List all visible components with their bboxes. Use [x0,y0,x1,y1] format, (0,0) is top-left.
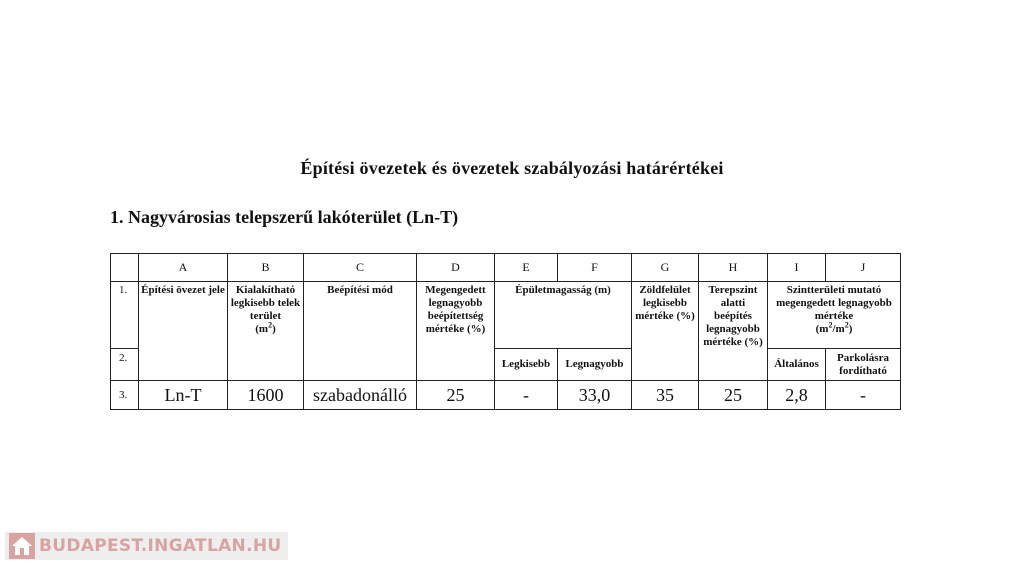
section-title: 1. Nagyvárosias telepszerű lakóterület (Ln-T) [110,207,459,227]
watermark-text: BUDAPEST.INGATLAN.HU [39,536,282,556]
cell-height-max: 33,0 [558,381,632,410]
column-letter: H [699,254,768,282]
cell-zone-code: Ln-T [139,381,228,410]
document-title: Építési övezetek és övezetek szabályozási határértékei [300,158,724,178]
column-letter: E [495,254,558,282]
house-icon [9,533,35,559]
column-letter: B [228,254,304,282]
header-floor-area-index: Szintterületi mutató megengedett legnagyobb mértéke $(m^2/m^2)$ [768,282,901,349]
row-number: 2. [111,349,139,381]
header-building-height: Épületmagasság (m) [495,282,632,349]
corner-cell [111,254,139,282]
column-letter: A [139,254,228,282]
cell-underground-built: 25 [699,381,768,410]
cell-index-general: 2,8 [768,381,826,410]
table-row [111,381,901,410]
header-min-plot-area-unit: (m [255,323,269,335]
header-height-min: Legkisebb [495,349,558,381]
header-zone-code: Építési övezet jele [139,282,228,381]
header-index-general: Általános [768,349,826,381]
watermark [5,532,288,560]
header-min-plot-area: Kialakítható legkisebb telek terület $(m^2)$ [228,282,304,381]
header-underground-built: Terepszint alatti beépítés legnagyobb mértéke (%) [699,282,768,381]
cell-index-parking: - [826,381,901,410]
cell-building-mode: szabadonálló [304,381,417,410]
header-floor-area-index-label: Szintterületi mutató megengedett legnagyobb mértéke [776,284,892,322]
header-max-built-ratio: Megengedett legnagyobb beépítettség mértéke (%) [417,282,495,381]
column-letter: G [632,254,699,282]
header-height-max: Legnagyobb [558,349,632,381]
cell-min-green-area: 35 [632,381,699,410]
column-letter: I [768,254,826,282]
cell-min-plot-area: 1600 [228,381,304,410]
header-min-green-area: Zöldfelület legkisebb mértéke (%) [632,282,699,381]
row-number: 3. [111,381,139,410]
column-letter: J [826,254,901,282]
column-letter: C [304,254,417,282]
regulation-table-wrapper [110,253,901,410]
header-min-plot-area-label: Kialakítható legkisebb telek terület [230,284,301,322]
column-letter-row [111,254,901,282]
row-number: 1. [111,282,139,349]
header-floor-area-index-unit: (m [815,323,829,335]
cell-height-min: - [495,381,558,410]
header-index-parking: Parkolásra fordítható [826,349,901,381]
regulation-table [110,253,901,410]
column-letter: F [558,254,632,282]
header-building-mode: Beépítési mód [304,282,417,381]
column-letter: D [417,254,495,282]
header-row-1 [111,282,901,349]
cell-max-built-ratio: 25 [417,381,495,410]
